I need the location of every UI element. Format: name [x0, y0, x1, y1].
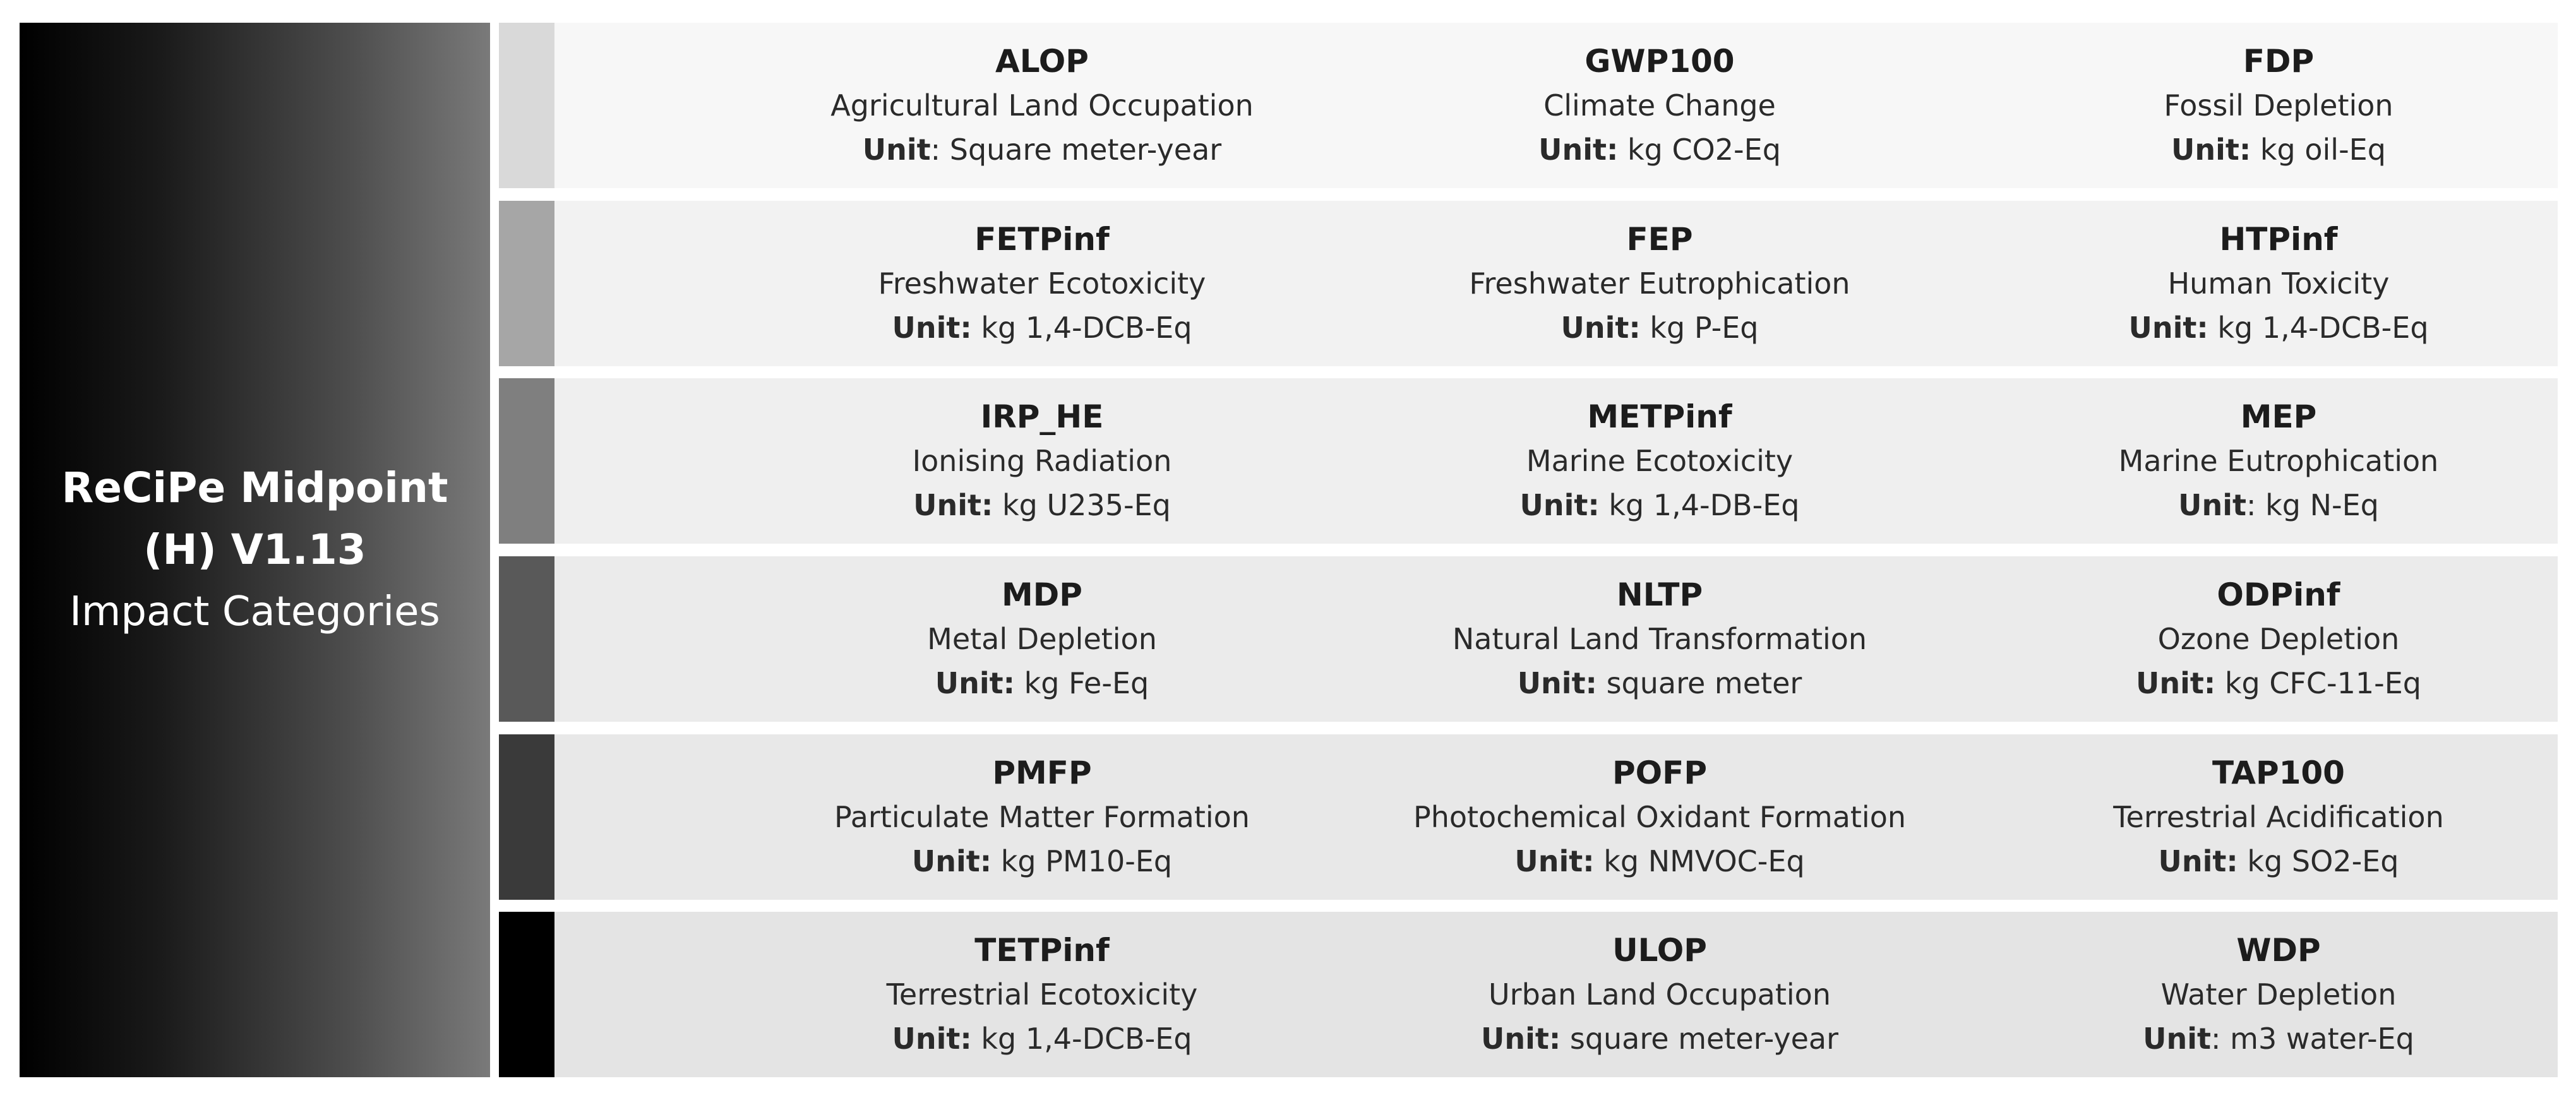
unit-label: Unit:	[892, 311, 972, 345]
impact-category-cell	[1994, 734, 2563, 900]
unit-label: Unit:	[913, 488, 993, 522]
category-code: FEP	[1626, 221, 1693, 258]
unit-label: Unit:	[1561, 311, 1641, 345]
category-unit	[2143, 1017, 2414, 1061]
category-unit	[1561, 306, 1759, 350]
category-unit	[2171, 128, 2386, 172]
category-unit	[1538, 128, 1781, 172]
category-name: Metal Depletion	[927, 622, 1157, 656]
category-name: Ozone Depletion	[2157, 622, 2400, 656]
unit-value: kg U235-Eq	[993, 488, 1171, 522]
category-name: Marine Eutrophication	[2118, 444, 2439, 478]
category-unit	[2159, 839, 2399, 883]
category-name: Urban Land Occupation	[1489, 977, 1831, 1012]
unit-value: kg PM10-Eq	[991, 844, 1173, 878]
impact-category-cell	[1375, 912, 1944, 1077]
unit-value: kg CO2-Eq	[1618, 133, 1781, 167]
unit-label: Unit:	[2128, 311, 2208, 345]
impact-category-cell	[758, 378, 1326, 544]
category-row	[499, 201, 2558, 366]
impact-category-cell	[758, 734, 1326, 900]
category-code: MEP	[2240, 398, 2317, 435]
unit-label: Unit:	[892, 1022, 972, 1056]
category-code: IRP_HE	[980, 398, 1104, 435]
impact-category-cell	[1375, 556, 1944, 722]
category-unit	[1518, 661, 1802, 705]
unit-value: kg 1,4-DCB-Eq	[971, 311, 1192, 345]
category-code: ULOP	[1612, 932, 1707, 969]
row-shade-swatch	[499, 734, 554, 900]
impact-category-cell	[1375, 734, 1944, 900]
row-shade-swatch	[499, 378, 554, 544]
unit-value: kg NMVOC-Eq	[1594, 844, 1805, 878]
category-unit	[2136, 661, 2421, 705]
unit-value: : kg N-Eq	[2246, 488, 2379, 522]
method-subtitle: Impact Categories	[69, 588, 440, 635]
unit-value: kg SO2-Eq	[2238, 844, 2399, 878]
category-unit	[1514, 839, 1804, 883]
unit-value: kg Fe-Eq	[1015, 666, 1149, 700]
category-code: ODPinf	[2217, 576, 2340, 613]
category-unit	[913, 483, 1171, 527]
unit-value: : m3 water-Eq	[2211, 1022, 2414, 1056]
unit-value: : Square meter-year	[930, 133, 1222, 167]
category-row	[499, 734, 2558, 900]
category-name: Terrestrial Ecotoxicity	[886, 977, 1198, 1012]
unit-value: kg CFC-11-Eq	[2215, 666, 2422, 700]
unit-label: Unit	[2143, 1022, 2212, 1056]
impact-category-cell	[758, 556, 1326, 722]
category-code: FDP	[2243, 43, 2315, 80]
impact-category-cell	[1994, 201, 2563, 366]
unit-label: Unit:	[2171, 133, 2251, 167]
category-unit	[2128, 306, 2428, 350]
unit-value: square meter-year	[1561, 1022, 1839, 1056]
category-name: Particulate Matter Formation	[834, 800, 1250, 834]
category-code: GWP100	[1585, 43, 1735, 80]
method-title-line1: ReCiPe Midpoint	[61, 463, 448, 512]
category-name: Human Toxicity	[2167, 266, 2390, 301]
unit-label: Unit:	[2135, 666, 2216, 700]
category-name: Freshwater Ecotoxicity	[878, 266, 1206, 301]
unit-value: square meter	[1597, 666, 1802, 700]
category-code: MDP	[1002, 576, 1082, 613]
impact-category-cell	[758, 23, 1326, 188]
category-unit	[1481, 1017, 1838, 1061]
category-code: PMFP	[992, 755, 1092, 791]
category-name: Ionising Radiation	[912, 444, 1172, 478]
category-row	[499, 556, 2558, 722]
method-title-panel	[20, 23, 490, 1077]
category-unit	[2178, 483, 2379, 527]
impact-category-cell	[1375, 23, 1944, 188]
unit-label: Unit:	[2158, 844, 2238, 878]
unit-value: kg oil-Eq	[2251, 133, 2386, 167]
unit-value: kg 1,4-DCB-Eq	[971, 1022, 1192, 1056]
category-unit	[863, 128, 1221, 172]
category-row	[499, 912, 2558, 1077]
impact-category-cell	[1375, 201, 1944, 366]
row-shade-swatch	[499, 23, 554, 188]
category-unit	[935, 661, 1149, 705]
category-name: Marine Ecotoxicity	[1526, 444, 1794, 478]
category-code: ALOP	[995, 43, 1089, 80]
category-code: TAP100	[2212, 755, 2345, 791]
impact-category-cell	[1994, 912, 2563, 1077]
category-unit	[1520, 483, 1800, 527]
category-unit	[892, 1017, 1192, 1061]
category-name: Terrestrial Acidification	[2113, 800, 2444, 834]
category-code: TETPinf	[974, 932, 1110, 969]
unit-label: Unit:	[1480, 1022, 1561, 1056]
unit-label: Unit:	[1519, 488, 1600, 522]
category-code: FETPinf	[974, 221, 1110, 258]
method-title-line2: (H) V1.13	[143, 525, 366, 574]
category-unit	[892, 306, 1192, 350]
category-rows	[499, 23, 2558, 1077]
category-code: WDP	[2236, 932, 2321, 969]
unit-label: Unit:	[1538, 133, 1619, 167]
category-name: Photochemical Oxidant Formation	[1413, 800, 1907, 834]
impact-category-cell	[1994, 23, 2563, 188]
category-unit	[912, 839, 1172, 883]
unit-label: Unit:	[1514, 844, 1595, 878]
category-row	[499, 23, 2558, 188]
unit-label: Unit	[2178, 488, 2246, 522]
category-code: METPinf	[1587, 398, 1732, 435]
category-name: Natural Land Transformation	[1452, 622, 1867, 656]
row-shade-swatch	[499, 912, 554, 1077]
unit-label: Unit:	[935, 666, 1015, 700]
category-code: NLTP	[1616, 576, 1703, 613]
impact-category-cell	[758, 201, 1326, 366]
category-name: Agricultural Land Occupation	[830, 88, 1254, 122]
unit-label: Unit:	[1517, 666, 1597, 700]
category-code: HTPinf	[2219, 221, 2338, 258]
impact-category-cell	[1994, 556, 2563, 722]
row-shade-swatch	[499, 556, 554, 722]
category-name: Water Depletion	[2160, 977, 2397, 1012]
unit-value: kg 1,4-DB-Eq	[1599, 488, 1800, 522]
category-name: Climate Change	[1543, 88, 1776, 122]
category-row	[499, 378, 2558, 544]
impact-category-cell	[1994, 378, 2563, 544]
unit-label: Unit:	[911, 844, 992, 878]
unit-value: kg 1,4-DCB-Eq	[2208, 311, 2429, 345]
category-name: Fossil Depletion	[2164, 88, 2393, 122]
unit-value: kg P-Eq	[1640, 311, 1759, 345]
category-name: Freshwater Eutrophication	[1469, 266, 1850, 301]
impact-category-cell	[758, 912, 1326, 1077]
impact-category-cell	[1375, 378, 1944, 544]
unit-label: Unit	[862, 133, 931, 167]
category-code: POFP	[1612, 755, 1707, 791]
row-shade-swatch	[499, 201, 554, 366]
